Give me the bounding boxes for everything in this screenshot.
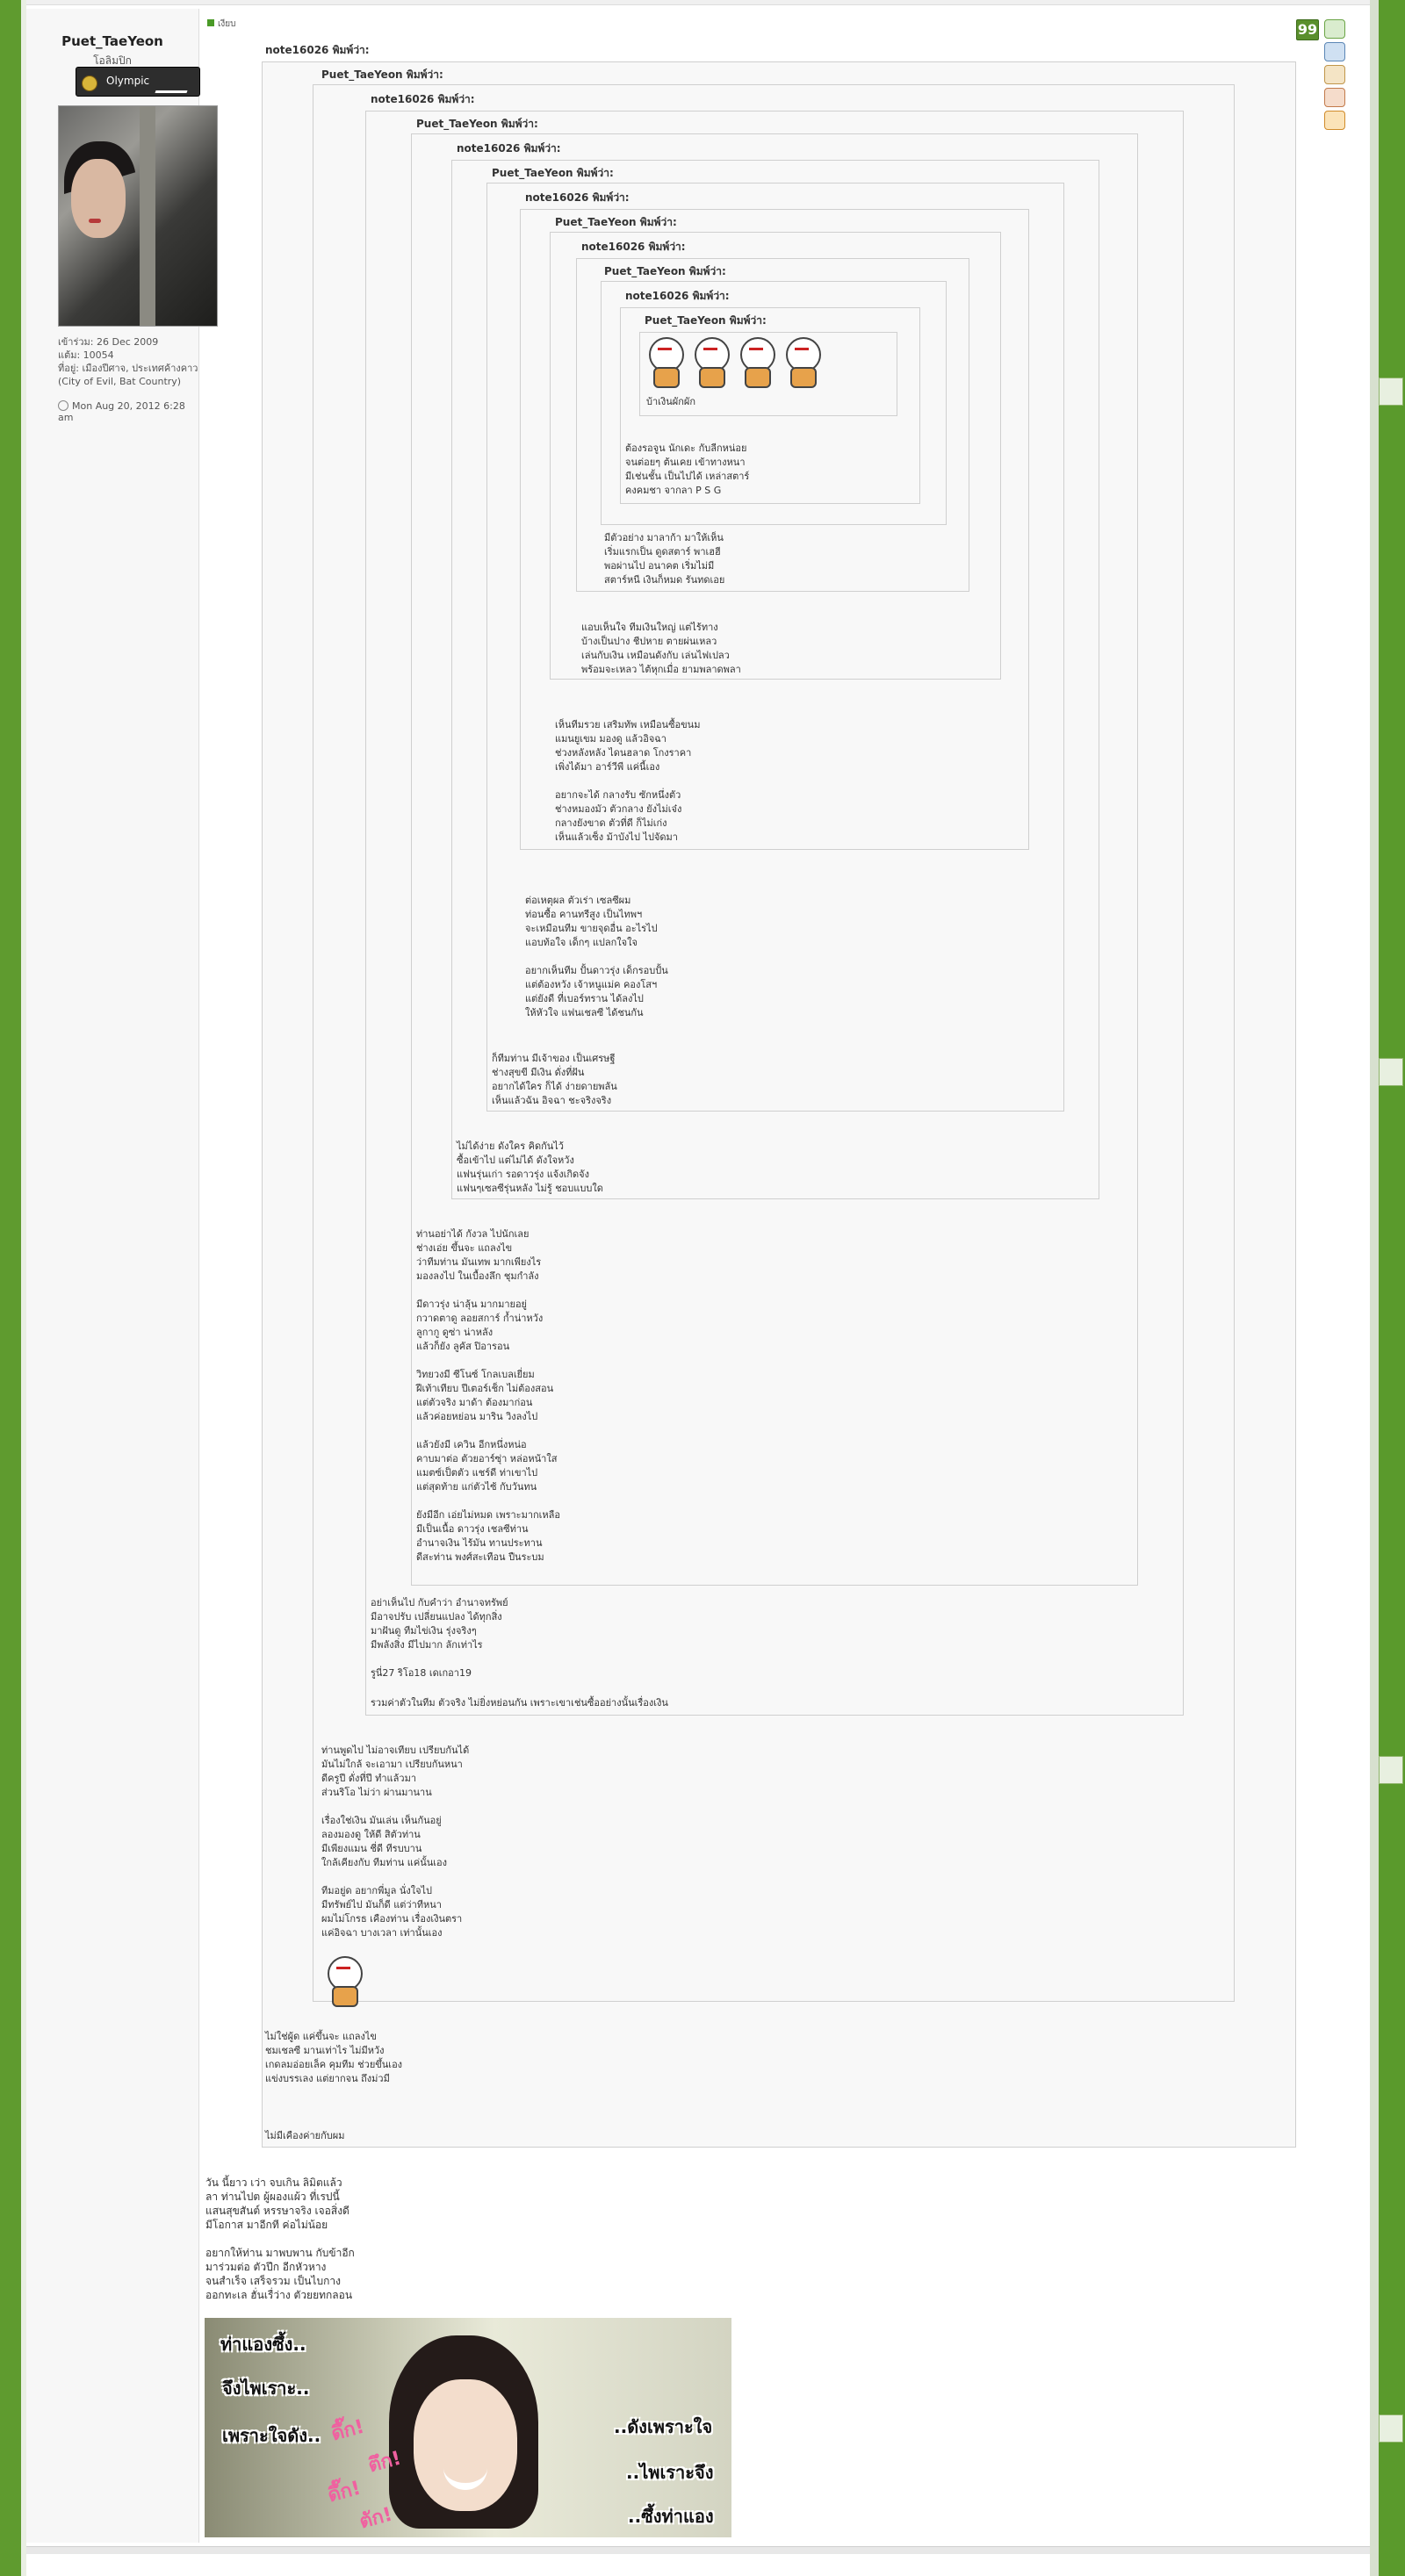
quote-text: มีตัวอย่าง มาลาก้า มาให้เห็น เริ่มแรกเป็น ดูดสตาร์ พาเฮฮี พอผ่านไป อนาคต เริ่มไม่มี สตาร์หนี เงินก็หมด รันทดเอย [604,532,725,586]
banner-girl-face [414,2379,517,2511]
post-status-label: เงียบ [218,19,236,29]
post-content [204,0,1372,2576]
quote-text: ทีมอยู่ด อยากพี่มูล นั่งใจไป มีทรัพย์ไป มันก็ดี แต่ว่าทีหนา ผมไม่โกรธ เคืองท่าน เรื่องเงินตรา แค่อิจฉา บางเวลา เท่านั้นเอง [321,1885,463,1939]
quote-text: ก็ทีมท่าน มีเจ้าของ เป็นเศรษฐี ช่างสุขขี มีเงิน ดั่งที่ฝัน อยากได้ใคร ก็ได้ ง่ายดายพลัน เห็นแล้วฉัน อิจฉา ชะจริงจริง [492,1053,617,1106]
scroll-marker[interactable] [1379,378,1403,406]
quote-text: ต้องรอจูน นักเดะ กับลีกหน่อย จนต่อยๆ ต้นเคย เข้าทางหนา มีเช่นชั้น เป็นไปได้ เหล่าสตาร์ คงคมชา จากลา P S G [625,443,750,496]
post-date-text: Mon Aug 20, 2012 6:28 am [58,400,185,423]
location-line-2: (City of Evil, Bat Country) [58,376,182,387]
post-text: วัน นี้ยาว เว่า จบเกิน ลิมิตแล้ว ลา ท่านไปต ผู้ผองแผ้ว ที่เรปนี้ แสนสุขสันต์ หรรษาจริง เจอสิ่งดี มีโอกาส มาอีกที ค่อไม่น้อย [205,2177,349,2231]
medal-icon [82,76,97,91]
scroll-marker[interactable] [1379,2414,1403,2443]
quote-text: อยากจะได้ กลางรับ ซักหนึ่งตัว ช่างหมองมัว ตัวกลาง ยังไม่เจ๋ง กลางยังขาด ตัวที่ดี ก็ไม่เก่ง เห็นแล้วเซ็ง ม้าบังไป ไปจัดมา [555,789,682,843]
rank-badge [76,67,200,97]
banner-text: เพราะใจดัง.. [222,2425,321,2446]
location-line: ที่อยู่: เมืองปีศาจ, ประเทศค้างคาว [58,363,198,374]
quote-author: Puet_TaeYeon พิมพ์ว่า: [555,216,677,228]
quote-text: อยากเห็นทีม ปั้นดาวรุ่ง เด็กรอบปั้น แต่ต้องหวัง เจ้าหนูแม่ค คองโสฯ แต่ยังดี ที่เบอร์ทราน ได้ลงไป ให้หัวใจ แฟนเชลซี ได้ชนกัน [525,965,668,1018]
emoticon-image [738,335,775,386]
joined-date: เข้าร่วม: 26 Dec 2009 [58,336,159,348]
avatar-face [71,159,126,238]
banner-pink-text: ดึ๊ก! [325,2477,364,2508]
emoticon-image [646,335,683,386]
banner-text: ..ไพเราะจึง [626,2462,714,2483]
avatar [58,105,218,327]
emoticon-image [692,335,729,386]
clock-icon [58,400,68,411]
quote-author: Puet_TaeYeon พิมพ์ว่า: [604,265,726,277]
quote-author: Puet_TaeYeon พิมพ์ว่า: [321,68,443,81]
emoticon-image [325,1954,362,2005]
quote-author: note16026 พิมพ์ว่า: [525,191,630,204]
profile-info [58,335,198,388]
quote-text: ไม่มีเคืองค่ายกับผม [265,2130,345,2141]
post-profile-panel [26,9,199,2543]
quote-author: note16026 พิมพ์ว่า: [265,44,370,56]
quote-text: เรื่องใช่เงิน มันเล่น เห็นกันอยู่ ลองมองดู ให้ดี สิตัวท่าน มีเพียงแมน ชี่ดี ทีรบบาน ใกล้เคียงกับ ทีมท่าน แค่นั้นเอง [321,1815,448,1868]
quote-text: ท่านอย่าได้ กังวล ไปนักเลย ช่างเอ่ย ขึ้นจะ แถลงไข ว่าทีมท่าน มันเทพ มากเพียงไร มองลงไป ในเบื้องลึก ชุมกำลัง [416,1228,542,1282]
quote-text: แอบเห็นใจ ทีมเงินใหญ่ แต่ไร้ทาง บ้างเป็นปาง ชีปหาย ตายผ่นเหลว เล่นกับเงิน เหมือนดังกับ เล่นไฟเปลว พร้อมจะเหลว ไต้หุกเมื่อ ยามพลาดพลา [581,622,741,675]
quote-author: Puet_TaeYeon พิมพ์ว่า: [416,118,538,130]
quote-text: วิทยวงมี ซีโนซ์ โกลเบลเยี่ยม ฝีเท้าเทียบ ปีเตอร์เช็ก ไม่ต้องสอน แต่ตัวจริง มาด้า ต้องมาก่อน แล้วค่อยหย่อน มาริน วิงลงไป [416,1369,554,1422]
quote-text: รูนี่27 ริโอ18 เดเกอา19 [371,1667,472,1679]
emoticon-image [783,335,820,386]
quote-author: note16026 พิมพ์ว่า: [371,93,475,105]
rank-logo-icon [155,71,194,93]
banner-text: จึงไพเราะ.. [222,2378,310,2399]
banner-text: ท่าแองซึ้ง.. [220,2334,306,2355]
post-text: อยากให้ท่าน มาพบพาน กับข้าอีก มาร่วมต่อ ตัวปึก อีกหัวหาง จนสำเร็จ เสร็จรวม เป็นไบกาง ออกทะเล ฮั่นเรื่ว่าง ตัวยยทกลอน [205,2247,355,2301]
quote-text: ยังมีอีก เอ่ยไม่หมด เพราะมากเหลือ มีเป็นเนื้อ ดาวรุ่ง เชลซีท่าน อำนาจเงิน ไร้มัน ทานประทาน ดีสะท่าน พงศ์สะเทือน ปืนระบม [416,1509,561,1563]
banner-text: ..ดังเพราะใจ [614,2416,713,2437]
page-right-scroll-rail[interactable] [1379,0,1405,2576]
quote-author: note16026 พิมพ์ว่า: [625,290,730,302]
username-link[interactable]: Puet_TaeYeon [61,33,163,49]
banner-pink-text: ตึก! [365,2447,404,2478]
frame-bottom-edge [26,2546,1370,2554]
quote-text: ไม่ใช่ผู้ด แค่ขึ้นจะ แถลงไข ชมเชลซี มานเท่าไร ไม่มีหวัง เกดลมอ่อยเล็ค คุมทีม ช่วยขึ้นเอง แข่งบรรเลง แต่ยากจน ถึงม่วมี [265,2031,403,2084]
points-count: แต้ม: 10054 [58,349,114,361]
quote-author: note16026 พิมพ์ว่า: [581,241,686,253]
scroll-marker[interactable] [1379,1756,1403,1784]
banner-text: ..ซึ้งท่าแอง [628,2506,714,2527]
post-date [58,400,198,423]
quote-text: ไม่ได้ง่าย ดังใคร คิดกันไว้ ซื้อเข้าไป แต่ไม่ได้ ดังใจหวัง แฟนรุ่นเก่า รอดาวรุ่ง แจ้งเกิดจัง แฟนๆเซลซีรุ่นหลัง ไม่รู้ ชอบแบบใด [457,1140,603,1194]
quote-author: Puet_TaeYeon พิมพ์ว่า: [645,314,767,327]
rank-title: โอลิมปิก [93,54,132,67]
quote-author: note16026 พิมพ์ว่า: [457,142,561,155]
banner-pink-text: ตัก! [357,2503,395,2534]
avatar-lip [89,219,101,223]
quote-text: ท่านพูดไป ไม่อาจเทียบ เปรียบกันได้ มันไม่ใกล้ จะเอามา เปรียบกันหนา ดีครูปี ดั่งที่ปี ทำแล้วมา ส่วนริโอ ไม่ว่า ผ่านมานาน [321,1745,470,1798]
quote-text: ต่อเหตุผล ตัวเร่า เซลซีผม ท่อนซื้อ คานทรีสูง เป็นไทพฯ จะเหมือนทีม ขายจุดอื่น อะไรไป แอบท้อใจ เด็กๆ แปลกใจใจ [525,895,658,948]
scroll-marker[interactable] [1379,1058,1403,1086]
quote-author: Puet_TaeYeon พิมพ์ว่า: [492,167,614,179]
page-left-border [0,0,21,2576]
quote-text: มีดาวรุ่ง น่าลุ้น มากมายอยู่ กวาดตาดู ลอยสการ์ ก้ำน่าหวัง ลูกากู ดูซ่า น่าหลัง แล้วก็ยัง ลูคัส ปิอารอน [416,1299,544,1352]
quote-text: เห็นทีมรวย เสริมทัพ เหมือนซื้อขนม แมนยูเขม มองดู แล้วอิจฉา ช่วงหลังหลัง ไดนฮลาด โกงราคา เพิ่งได้มา อาร์วีพี แค่นี้เอง [555,719,701,773]
avatar-background [140,106,155,326]
banner-pink-text: ดึ๊ก! [328,2415,367,2446]
quote-text: แล้วยังมี เควิน อีกหนึ่งหน่อ คาบมาต่อ ตัวยอาร์ซุ่า หล่อหน้าใส แมตซ์เป็ตตัว แชร์ดี ท่าเขาไป แต่สุดท้าย แก่ตัวไซ้ กับวันทน [416,1439,558,1493]
signature-banner-image [205,2318,731,2537]
quote-text: บ้าเงินผักผัก [646,396,696,407]
quote-button[interactable]: 99 [1296,19,1319,40]
quote-text: รวมค่าตัวในทีม ตัวจริง ไม่ยิ่งหย่อนกัน เพราะเขาเช่นซื้ออย่างนั้นเรื่องเงิน [371,1697,668,1709]
rank-badge-label: Olympic [106,75,150,87]
quote-text: อย่าเห็นไป กับคำว่า อำนาจทรัพย์ มีอาจปรับ เปลี่ยนแปลง ได้ทุกสิ่ง มาฝันดู ทีมไข่เงิน รุ่งจริงๆ มีพลังสิ่ง มีไปมาก ลักเท่าไร [371,1597,508,1651]
